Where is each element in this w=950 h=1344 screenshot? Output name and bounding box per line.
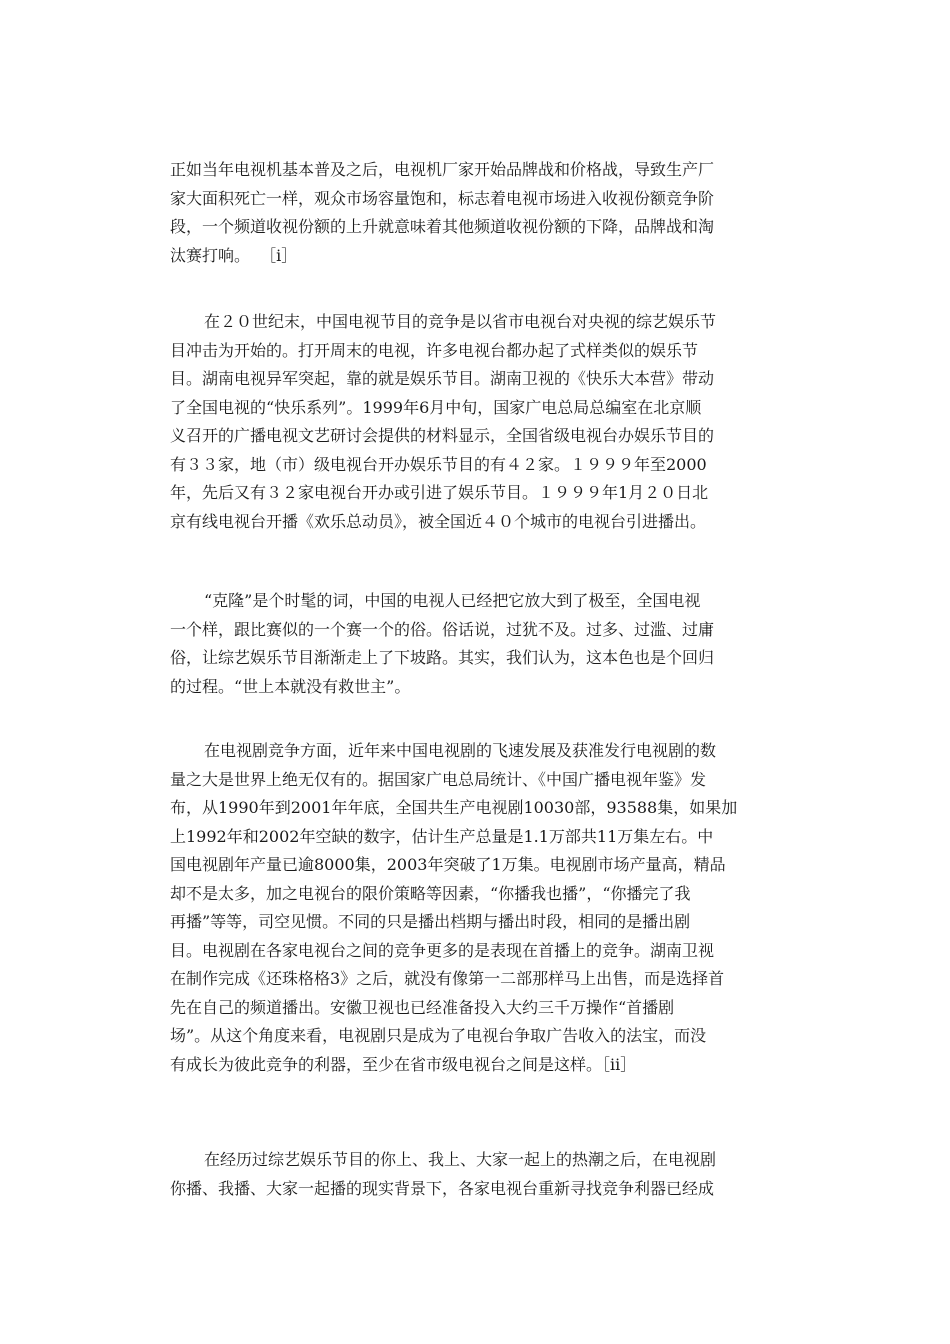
text-line: 再播”等等，司空见惯。不同的只是播出档期与播出时段，相同的是播出剧 (170, 912, 691, 931)
text-line: 俗，让综艺娱乐节目渐渐走上了下坡路。其实，我们认为，这本色也是个回归 (170, 648, 715, 667)
text-line: 有３３家，地（市）级电视台开办娱乐节目的有４２家。１９９９年至2000 (170, 454, 707, 474)
text-line: 却不是太多，加之电视台的限价策略等因素，“你播我也播”，“你播完了我 (170, 883, 691, 903)
text-line-with-footnote: 汰赛打响。 ［i］ (170, 245, 298, 265)
text-line: 布，从1990年到2001年年底，全国共生产电视剧10030部，93588集，如果加 (170, 798, 738, 817)
text-line: 场”。从这个角度来看，电视剧只是成为了电视台争取广告收入的法宝，而没 (170, 1026, 707, 1045)
text-line: 在２０世纪末，中国电视节目的竞争是以省市电视台对央视的综艺娱乐节 (204, 312, 717, 331)
text-line: 你播、我播、大家一起播的现实背景下，各家电视台重新寻找竞争利器已经成 (170, 1178, 715, 1198)
text-line: 在电视剧竞争方面，近年来中国电视剧的飞速发展及获准发行电视剧的数 (204, 741, 717, 760)
text-line: 上1992年和2002年空缺的数字，估计生产总量是1.1万部共11万集左右。中 (170, 826, 714, 846)
text-line: 一个样，跟比赛似的一个赛一个的俗。俗话说，过犹不及。过多、过滥、过庸 (170, 619, 715, 639)
text-line: 段，一个频道收视份额的上升就意味着其他频道收视份额的下降，品牌战和淘 (170, 217, 715, 236)
text-line: 目。湖南电视异军突起，靠的就是娱乐节目。湖南卫视的《快乐大本营》带动 (170, 369, 715, 388)
text-line: 国电视剧年产量已逾8000集，2003年突破了1万集。电视剧市场产量高，精品 (170, 855, 726, 874)
text-line: 在制作完成《还珠格格3》之后，就没有像第一二部那样马上出售，而是选择首 (170, 969, 725, 988)
paragraph-5 (170, 1146, 780, 1203)
text-line: 先在自己的频道播出。安徽卫视也已经准备投入大约三千万操作“首播剧 (170, 997, 675, 1017)
text-line: 京有线电视台开播《欢乐总动员》，被全国近４０个城市的电视台引进播出。 (170, 511, 707, 531)
text-line: 的过程。“世上本就没有救世主”。 (170, 676, 411, 696)
text-line: 在经历过综艺娱乐节目的你上、我上、大家一起上的热潮之后，在电视剧 (204, 1150, 717, 1169)
text-line-with-footnote: 有成长为彼此竞争的利器，至少在省市级电视台之间是这样。［ii］ (170, 1054, 637, 1074)
text-line: 了全国电视的“快乐系列”。1999年6月中旬，国家广电总局总编室在北京顺 (170, 397, 702, 417)
text-line: 义召开的广播电视文艺研讨会提供的材料显示，全国省级电视台办娱乐节目的 (170, 426, 715, 445)
text-line: 目冲击为开始的。打开周末的电视，许多电视台都办起了式样类似的娱乐节 (170, 340, 699, 360)
paragraph-2 (170, 308, 780, 536)
text-line: 年，先后又有３２家电视台开办或引进了娱乐节目。１９９９年1月２０日北 (170, 483, 709, 502)
paragraph-1 (170, 156, 780, 270)
paragraph-4 (170, 737, 780, 1079)
text-line: 目。电视剧在各家电视台之间的竞争更多的是表现在首播上的竞争。湖南卫视 (170, 940, 715, 960)
text-line: 量之大是世界上绝无仅有的。据国家广电总局统计、《中国广播电视年鉴》发 (170, 769, 707, 789)
text-line: “克隆”是个时髦的词，中国的电视人已经把它放大到了极至，全国电视 (204, 591, 701, 610)
text-line: 家大面积死亡一样，观众市场容量饱和，标志着电视市场进入收视份额竞争阶 (170, 188, 715, 208)
paragraph-3 (170, 587, 780, 701)
text-line: 正如当年电视机基本普及之后，电视机厂家开始品牌战和价格战，导致生产厂 (170, 160, 715, 179)
